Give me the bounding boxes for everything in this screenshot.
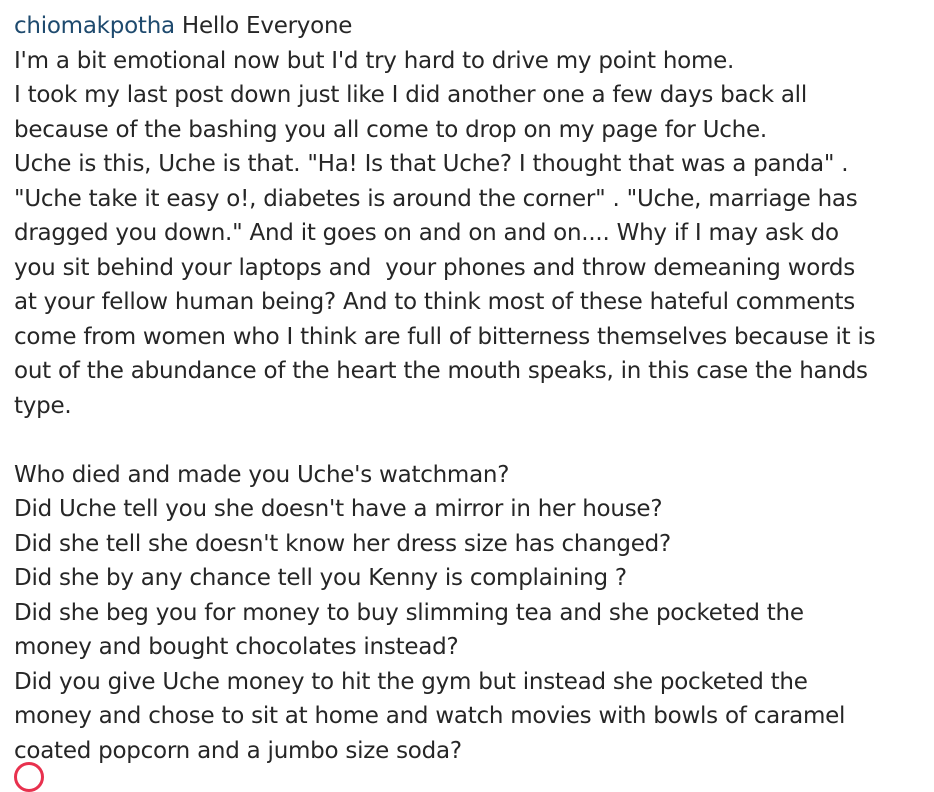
caption-line: you sit behind your laptops and your phones and throw demeaning words bbox=[14, 254, 855, 281]
caption-line: Uche is this, Uche is that. "Ha! Is that Uche? I thought that was a panda" . bbox=[14, 151, 849, 177]
question-line: money and bought chocolates instead? bbox=[14, 634, 459, 660]
caption-line: at your fellow human being? And to think most of these hateful comments bbox=[14, 289, 856, 315]
caption-line: type. bbox=[14, 392, 72, 419]
question-line: Did she by any chance tell you Kenny is complaining ? bbox=[14, 565, 627, 591]
question-line: Did Uche tell you she doesn't have a mirror in her house? bbox=[14, 496, 663, 522]
question-line: Did she beg you for money to buy slimming tea and she pocketed the bbox=[14, 599, 804, 626]
question-line: Who died and made you Uche's watchman? bbox=[14, 461, 510, 488]
post-caption bbox=[14, 9, 924, 768]
caption-line: out of the abundance of the heart the mouth speaks, in this case the hands bbox=[14, 358, 868, 384]
paragraph-spacer bbox=[14, 423, 924, 458]
question-line: money and chose to sit at home and watch movies with bowls of caramel bbox=[14, 703, 846, 729]
caption-line: because of the bashing you all come to drop on my page for Uche. bbox=[14, 116, 767, 143]
question-line: Did you give Uche money to hit the gym but instead she pocketed the bbox=[14, 668, 808, 695]
caption-line: dragged you down." And it goes on and on and on.... Why if I may ask do bbox=[14, 220, 839, 246]
caption-line: I took my last post down just like I did another one a few days back all bbox=[14, 82, 807, 108]
caption-paragraph bbox=[14, 44, 924, 424]
caption-line: I'm a bit emotional now but I'd try hard to drive my point home. bbox=[14, 47, 735, 74]
caption-first-line bbox=[14, 9, 924, 44]
username-link[interactable]: chiomakpotha bbox=[14, 13, 175, 39]
caption-line: come from women who I think are full of bitterness themselves because it is bbox=[14, 323, 876, 350]
question-line: Did she tell she doesn't know her dress size has changed? bbox=[14, 530, 671, 557]
caption-greeting: Hello Everyone bbox=[174, 13, 353, 39]
heart-reaction-icon[interactable] bbox=[14, 762, 44, 792]
caption-questions bbox=[14, 458, 924, 769]
question-line: coated popcorn and a jumbo size soda? bbox=[14, 737, 462, 764]
caption-line: "Uche take it easy o!, diabetes is around the corner" . "Uche, marriage has bbox=[14, 185, 858, 212]
